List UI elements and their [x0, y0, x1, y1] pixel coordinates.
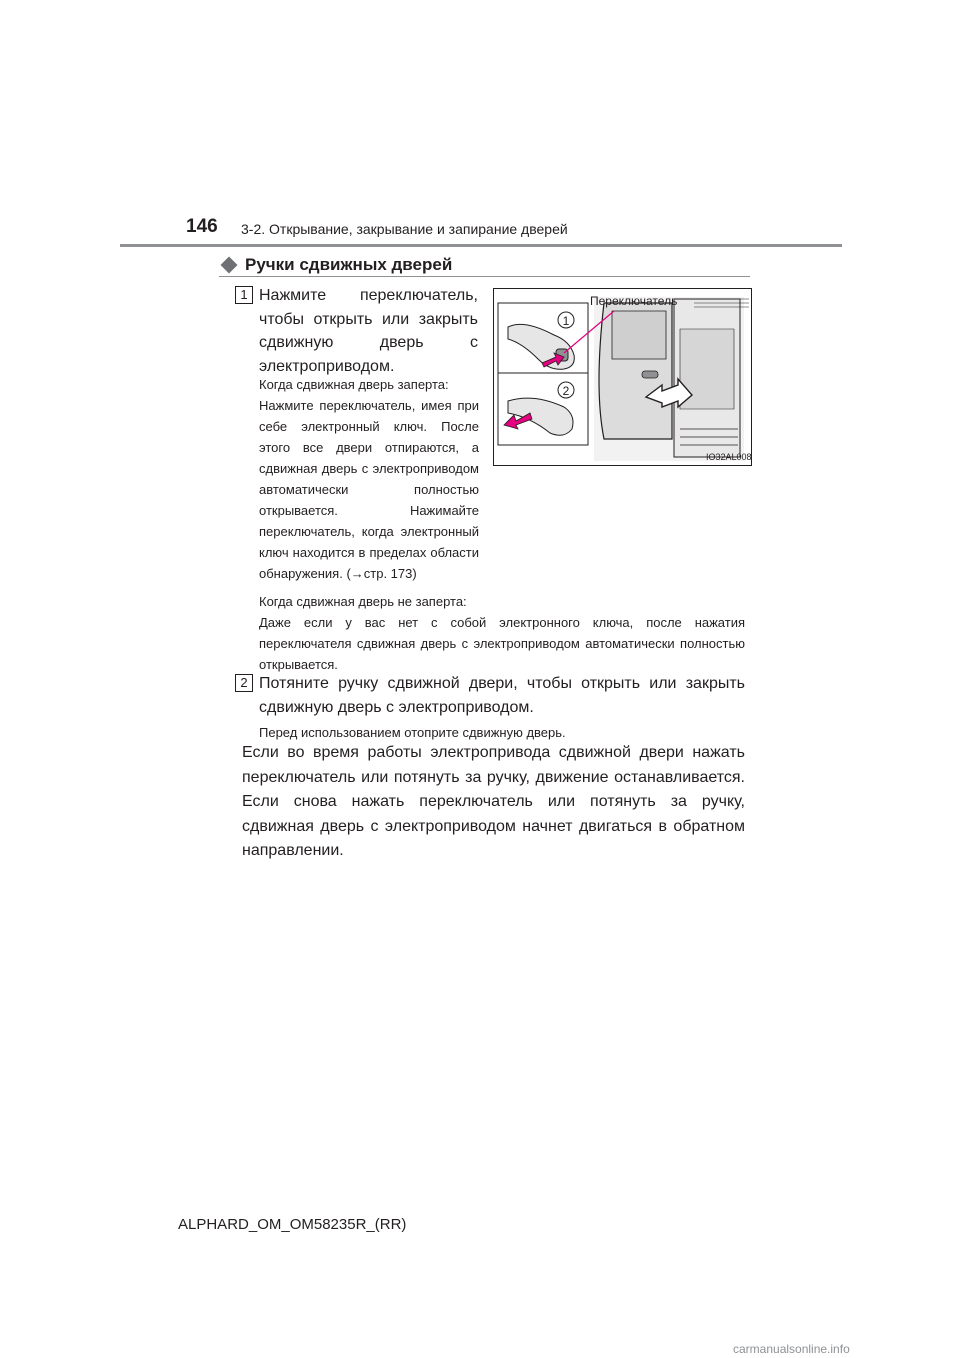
- step-1-text: [259, 284, 478, 378]
- header-divider: [120, 244, 842, 247]
- watermark: carmanualsonline.info: [733, 1342, 850, 1356]
- page-number: 146: [186, 216, 218, 237]
- note-locked-heading: Когда сдвижная дверь заперта:: [259, 377, 449, 392]
- figure-label-switch: Переключатель: [590, 294, 678, 308]
- step-2-badge: 2: [235, 674, 253, 692]
- door-handle-drawing: [494, 289, 751, 465]
- figure-code: IO32AL008: [706, 452, 752, 462]
- note-unlocked-body: Даже если у вас нет с собой электронного ключа, после нажатия переключателя сдвижная дверь с электроприводом автоматически полностью открывается.: [259, 615, 745, 672]
- step-1-badge: 1: [235, 286, 253, 304]
- section-title: Ручки сдвижных дверей: [245, 255, 453, 274]
- door-handle-illustration: [493, 288, 752, 466]
- step-1-text-main: Нажмите переключатель, чтобы открыть или закрыть сдвижную дверь с: [259, 287, 478, 351]
- step-2-note: Перед использованием отоприте сдвижную дверь.: [259, 725, 566, 740]
- diamond-bullet-icon: [221, 257, 238, 274]
- step-1-text-last: электроприводом.: [259, 357, 395, 375]
- marker-1: 1: [562, 314, 570, 328]
- section-heading: [219, 255, 452, 275]
- marker-2: 2: [562, 384, 570, 398]
- note-unlocked-heading: Когда сдвижная дверь не заперта:: [259, 594, 467, 609]
- note-locked-body: Нажмите переключатель, имея при себе электронный ключ. После этого все двери отпираются, а сдвижная дверь с электроприводом автоматически полностью открывается. Нажимайте переключатель, когда электронный ключ находится в пределах области обнаружения. (→стр. 173): [259, 398, 479, 581]
- info-paragraph: Если во время работы электропривода сдвижной двери нажать переключатель или потянуть за ручку, движение останавливается. Если снова нажать переключатель или потянуть за ручку, сдвижная дверь с электроприводом начнет двигаться в обратном направлении.: [242, 744, 745, 859]
- footer-document-id: ALPHARD_OM_OM58235R_(RR): [178, 1216, 407, 1233]
- section-divider: [219, 276, 750, 277]
- step-2-text: Потяните ручку сдвижной двери, чтобы открыть или закрыть сдвижную дверь с электроприводом.: [259, 675, 745, 716]
- chapter-title: 3-2. Открывание, закрывание и запирание дверей: [241, 221, 568, 237]
